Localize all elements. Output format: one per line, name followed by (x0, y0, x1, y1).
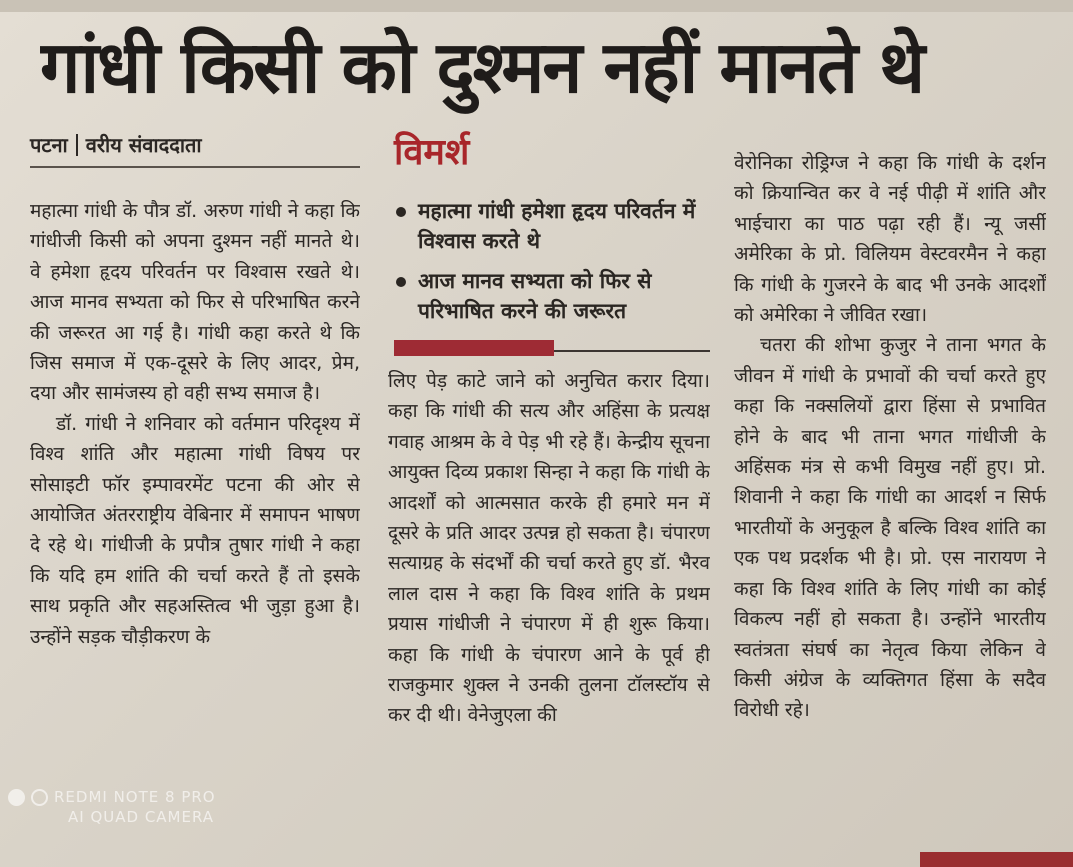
paragraph: डॉ. गांधी ने शनिवार को वर्तमान परिदृश्य में विश्व शांति और महात्मा गांधी विषय पर सोसाइटी फॉर इम्पावरमेंट पटना की ओर से आयोजित अंतरराष्ट्रीय वेबिनार में समापन भाषण दे रहे थे। गांधीजी के प्रपौत्र तुषार गांधी ने कहा कि यदि हम शांति की चर्चा करते हैं तो इसके साथ प्रकृति और सहअस्तित्व भी जुड़ा हुआ है। उन्होंने सड़क चौड़ीकरण के (30, 412, 360, 648)
byline-divider (76, 134, 78, 156)
top-rule (0, 0, 1073, 12)
byline-author: वरीय संवाददाता (85, 133, 202, 157)
article-column-3 (734, 148, 1046, 838)
bullet-dot-icon (396, 277, 406, 287)
byline (30, 128, 360, 162)
highlight-point (394, 196, 714, 256)
highlight-points (394, 196, 714, 332)
section-rule (554, 350, 710, 352)
byline-rule (30, 166, 360, 168)
highlight-point (394, 266, 714, 326)
camera-watermark (8, 780, 268, 832)
camera-lens-icon (31, 789, 48, 806)
red-accent-bar (394, 340, 554, 356)
paragraph: महात्मा गांधी के पौत्र डॉ. अरुण गांधी ने कहा कि गांधीजी किसी को अपना दुश्मन नहीं मानते थे। वे हमेशा हृदय परिवर्तन पर विश्वास रखते थे। आज मानव सभ्यता को फिर से परिभाषित करने की जरूरत आ गई है। गांधी कहा करते थे कि जिस समाज में एक-दूसरे के लिए आदर, प्रेम, दया और सामंजस्य हो वही सभ्य समाज है। (30, 200, 360, 405)
article-column-1 (30, 196, 360, 836)
article-column-2 (388, 366, 710, 836)
headline: गांधी किसी को दुश्मन नहीं मानते थे (40, 25, 924, 109)
highlight-point-text: महात्मा गांधी हमेशा हृदय परिवर्तन में विश्वास करते थे (418, 199, 696, 253)
highlight-label: विमर्श (394, 132, 470, 173)
camera-lens-icon (8, 789, 25, 806)
paragraph: चतरा की शोभा कुजुर ने ताना भगत के जीवन में गांधी के प्रभावों की चर्चा करते हुए कहा कि नक्सलियों द्वारा हिंसा से प्रभावित होने के बाद भी ताना भगत गांधीजी के अहिंसक मंत्र से कभी विमुख नहीं हुए। प्रो. शिवानी ने कहा कि गांधी का आदर्श न सिर्फ भारतीयों के अनुकूल है बल्कि विश्व शांति का एक पथ प्रदर्शक भी है। प्रो. एस नारायण ने कहा कि विश्व शांति के लिए गांधी का कोई विकल्प नहीं हो सकता है। उन्होंने भारतीय स्वतंत्रता संघर्ष का नेतृत्व किया लेकिन वे किसी अंग्रेज के व्यक्तिगत हिंसा के सदैव विरोधी रहे। (734, 334, 1046, 722)
corner-red-strip (920, 852, 1073, 867)
watermark-line-1: REDMI NOTE 8 PRO (54, 788, 216, 806)
bullet-dot-icon (396, 207, 406, 217)
byline-place: पटना (30, 133, 68, 157)
paragraph: लिए पेड़ काटे जाने को अनुचित करार दिया। कहा कि गांधी की सत्य और अहिंसा के प्रत्यक्ष गवाह आश्रम के वे पेड़ भी रहे हैं। केन्द्रीय सूचना आयुक्त दिव्य प्रकाश सिन्हा ने कहा कि गांधी के आदर्शों को आत्मसात करके ही हमारे मन में दूसरे के प्रति आदर उत्पन्न हो सकता है। चंपारण सत्याग्रह के संदर्भों की चर्चा करते हुए डॉ. भैरव लाल दास ने कहा कि विश्व शांति के प्रथम प्रयास गांधीजी ने चंपारण में ही शुरू किया। कहा कि गांधी के चंपारण आने के पूर्व ही राजकुमार शुक्ल ने उनकी तुलना टॉलस्टॉय से कर दी थी। वेनेजुएला की (388, 370, 710, 727)
highlight-point-text: आज मानव सभ्यता को फिर से परिभाषित करने की जरूरत (418, 269, 652, 323)
paragraph: वेरोनिका रोड्रिग्ज ने कहा कि गांधी के दर्शन को क्रियान्वित कर वे नई पीढ़ी में शांति और भाईचारा का पाठ पढ़ा रही हैं। न्यू जर्सी अमेरिका के प्रो. विलियम वेस्टवरमैन ने कहा कि गांधी के गुजरने के बाद भी उनके आदर्शों को अमेरिका ने जीवित रखा। (734, 152, 1046, 327)
watermark-line-2: AI QUAD CAMERA (68, 808, 215, 826)
